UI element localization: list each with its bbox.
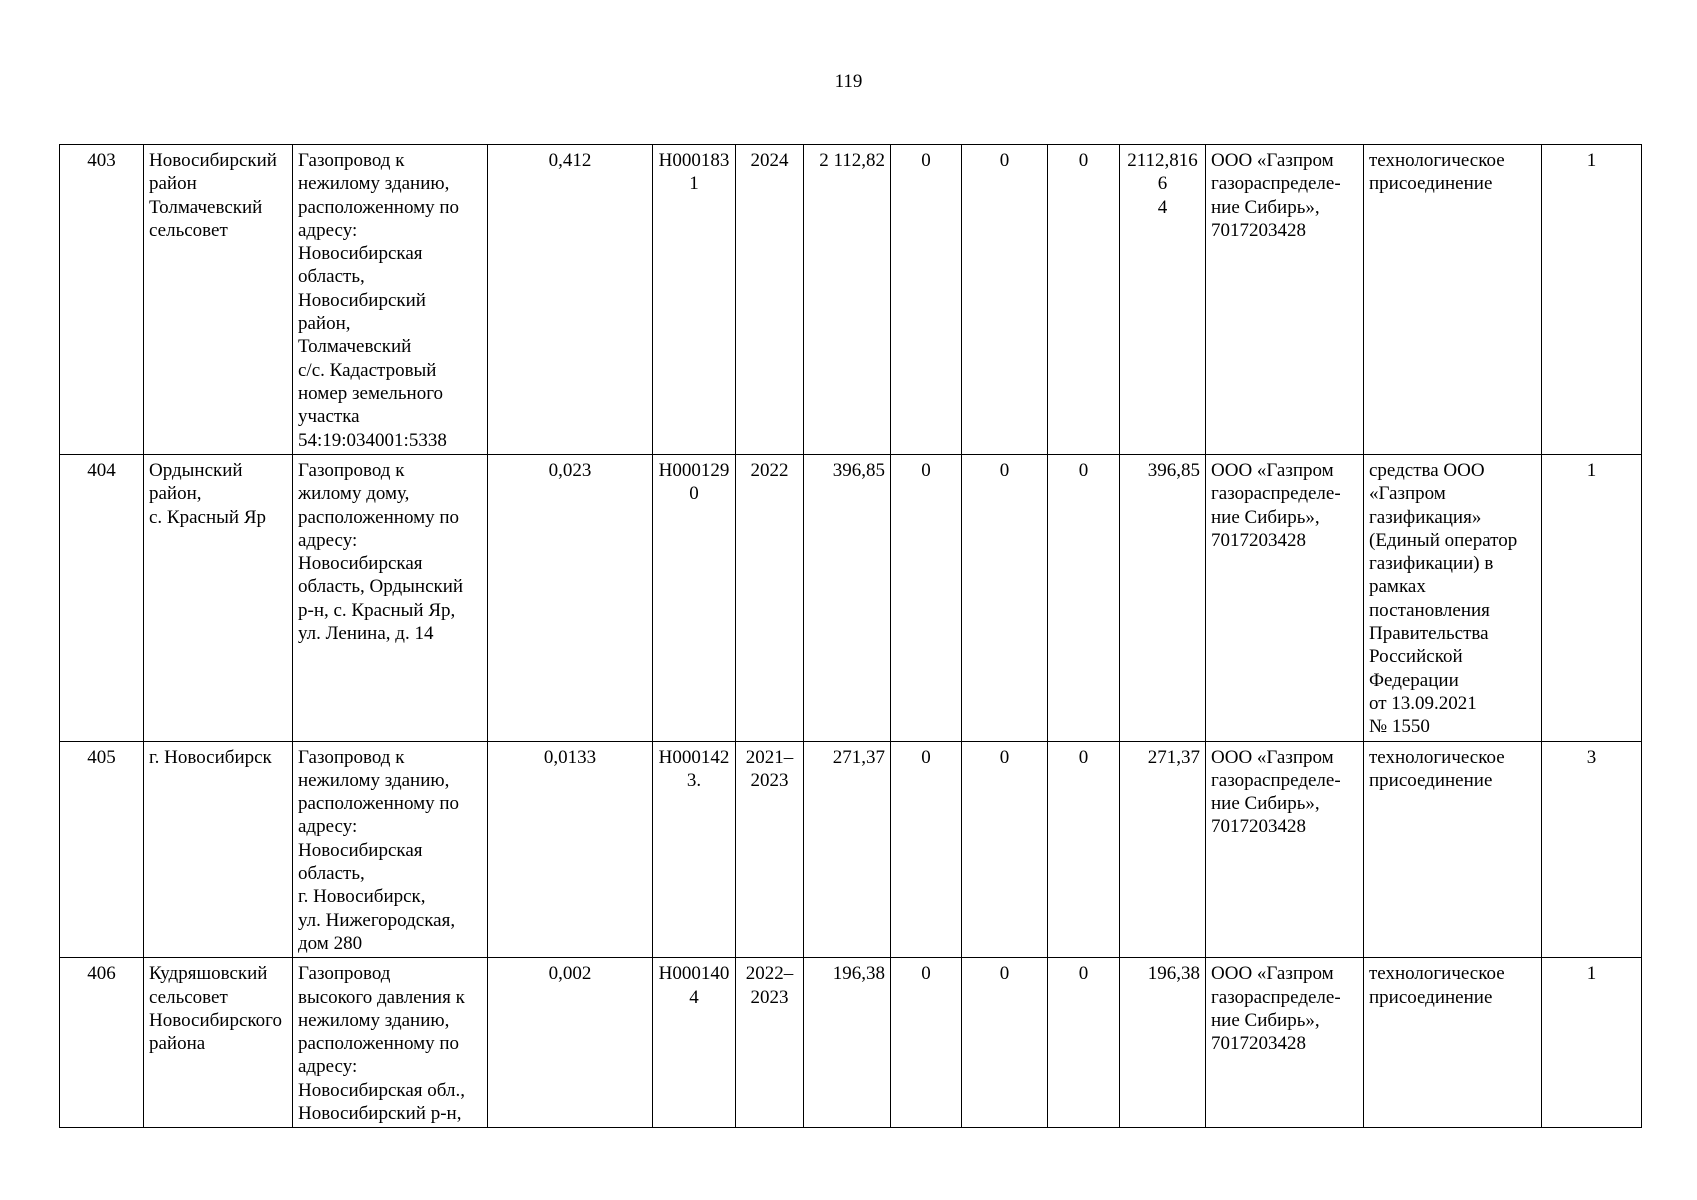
- cell-value-1: 0: [891, 455, 962, 742]
- cell-object: Газопровод к нежилому зданию, расположенному по адресу: Новосибирская область, г. Новосибирск, ул. Нижегородская, дом 280: [293, 741, 488, 958]
- cell-id: Н000140 4: [653, 958, 736, 1128]
- cell-id: Н000183 1: [653, 145, 736, 455]
- cell-total: 196,38: [1120, 958, 1206, 1128]
- table-row: [60, 741, 1642, 958]
- page-number: 119: [834, 71, 863, 92]
- cell-value-1: 0: [891, 741, 962, 958]
- table-row: [60, 455, 1642, 742]
- cell-company: ООО «Газпром газораспределе- ние Сибирь», 7017203428: [1206, 455, 1364, 742]
- cell-total: 2112,8166 4: [1120, 145, 1206, 455]
- cell-id: Н000142 3.: [653, 741, 736, 958]
- cell-length: 0,023: [488, 455, 653, 742]
- cell-object: Газопровод к жилому дому, расположенному по адресу: Новосибирская область, Ордынский р-н, с. Красный Яр, ул. Ленина, д. 14: [293, 455, 488, 742]
- cell-years: 2021– 2023: [736, 741, 804, 958]
- cell-value-3: 0: [1048, 455, 1120, 742]
- cell-value-1: 0: [891, 958, 962, 1128]
- cell-location: г. Новосибирск: [144, 741, 293, 958]
- cell-location: Кудряшовский сельсовет Новосибирского района: [144, 958, 293, 1128]
- data-table: [59, 144, 1642, 1128]
- cell-location: Ордынский район, с. Красный Яр: [144, 455, 293, 742]
- cell-total: 396,85: [1120, 455, 1206, 742]
- cell-company: ООО «Газпром газораспределе- ние Сибирь», 7017203428: [1206, 145, 1364, 455]
- cell-cost: 196,38: [804, 958, 891, 1128]
- cell-count: 1: [1542, 145, 1642, 455]
- cell-value-2: 0: [962, 145, 1048, 455]
- cell-source: технологическое присоединение: [1364, 741, 1542, 958]
- cell-object: Газопровод к нежилому зданию, расположенному по адресу: Новосибирская область, Новосибирский район, Толмачевский с/с. Кадастровый номер земельного участка 54:19:034001:5338: [293, 145, 488, 455]
- cell-value-2: 0: [962, 958, 1048, 1128]
- cell-num: 403: [60, 145, 144, 455]
- cell-total: 271,37: [1120, 741, 1206, 958]
- cell-source: технологическое присоединение: [1364, 145, 1542, 455]
- cell-object: Газопровод высокого давления к нежилому зданию, расположенному по адресу: Новосибирская обл., Новосибирский р-н,: [293, 958, 488, 1128]
- cell-source: технологическое присоединение: [1364, 958, 1542, 1128]
- cell-value-3: 0: [1048, 145, 1120, 455]
- cell-company: ООО «Газпром газораспределе- ние Сибирь», 7017203428: [1206, 741, 1364, 958]
- cell-num: 404: [60, 455, 144, 742]
- cell-count: 1: [1542, 958, 1642, 1128]
- cell-length: 0,0133: [488, 741, 653, 958]
- cell-num: 405: [60, 741, 144, 958]
- cell-length: 0,002: [488, 958, 653, 1128]
- cell-length: 0,412: [488, 145, 653, 455]
- cell-value-1: 0: [891, 145, 962, 455]
- cell-cost: 396,85: [804, 455, 891, 742]
- cell-value-3: 0: [1048, 741, 1120, 958]
- cell-years: 2022– 2023: [736, 958, 804, 1128]
- cell-value-2: 0: [962, 741, 1048, 958]
- cell-id: Н000129 0: [653, 455, 736, 742]
- table-row: [60, 958, 1642, 1128]
- cell-num: 406: [60, 958, 144, 1128]
- table-row: [60, 145, 1642, 455]
- cell-value-3: 0: [1048, 958, 1120, 1128]
- cell-years: 2024: [736, 145, 804, 455]
- cell-count: 3: [1542, 741, 1642, 958]
- cell-cost: 2 112,82: [804, 145, 891, 455]
- cell-value-2: 0: [962, 455, 1048, 742]
- cell-source: средства ООО «Газпром газификация» (Единый оператор газификации) в рамках постановления Правительства Российской Федерации от 13.09.2021 № 1550: [1364, 455, 1542, 742]
- cell-location: Новосибирский район Толмачевский сельсовет: [144, 145, 293, 455]
- cell-count: 1: [1542, 455, 1642, 742]
- cell-company: ООО «Газпром газораспределе- ние Сибирь», 7017203428: [1206, 958, 1364, 1128]
- cell-years: 2022: [736, 455, 804, 742]
- cell-cost: 271,37: [804, 741, 891, 958]
